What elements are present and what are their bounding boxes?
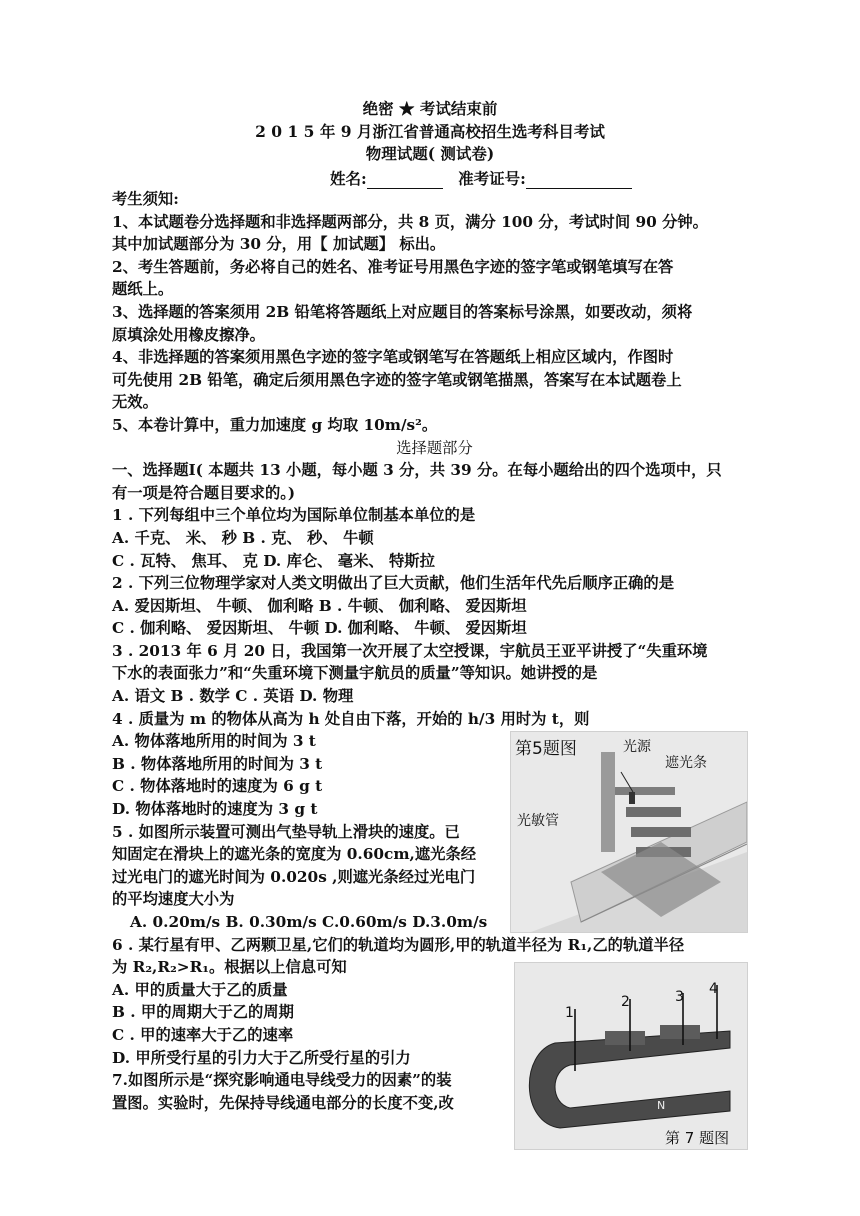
notice-line: 3、选择题的答案须用 2B 铅笔将答题纸上对应题目的答案标号涂黑，如要改动，须将 bbox=[112, 302, 693, 321]
question-3-options: A. 语文 B . 数学 C . 英语 D. 物理 bbox=[112, 687, 354, 706]
shield-strip-label: 遮光条 bbox=[665, 755, 707, 771]
question-7-stem: 7.如图所示是“探究影响通电导线受力的因素”的装 bbox=[112, 1071, 452, 1090]
air-track-illustration bbox=[511, 732, 747, 932]
wire-label-2: 2 bbox=[621, 994, 630, 1010]
question-4-option: C . 物体落地时的速度为 6 g t bbox=[112, 777, 323, 796]
notice-line: 5、本卷计算中，重力加速度 g 均取 10m/s²。 bbox=[112, 415, 438, 434]
figure-7-image bbox=[514, 962, 748, 1150]
exam-title: 2 0 1 5 年 9 月浙江省普通高校招生选考科目考试 bbox=[255, 121, 605, 141]
notice-line: 无效。 bbox=[112, 393, 158, 412]
question-1-options: C . 瓦特、 焦耳、 克 D. 库仑、 毫米、 特斯拉 bbox=[112, 551, 435, 570]
question-2-stem: 2 . 下列三位物理学家对人类文明做出了巨大贡献，他们生活年代先后顺序正确的是 bbox=[112, 574, 675, 593]
question-4-option: B . 物体落地所用的时间为 3 t bbox=[112, 754, 323, 773]
question-6-option: D. 甲所受行星的引力大于乙所受行星的引力 bbox=[112, 1048, 411, 1067]
question-1-options: A. 千克、 米、 秒 B . 克、 秒、 牛顿 bbox=[112, 528, 374, 547]
wire-label-1: 1 bbox=[565, 1005, 574, 1021]
notice-line: 题纸上。 bbox=[112, 280, 174, 299]
question-5-options: A. 0.20m/s B. 0.30m/s C.0.60m/s D.3.0m/s bbox=[130, 913, 488, 931]
figure-5-image bbox=[510, 731, 748, 933]
question-4-option: A. 物体落地所用的时间为 3 t bbox=[112, 732, 316, 751]
question-6-stem: 6 . 某行星有甲、乙两颗卫星,它们的轨道均为圆形,甲的轨道半径为 R₁,乙的轨道半径 bbox=[112, 935, 685, 954]
question-7-stem: 置图。实验时，先保持导线通电部分的长度不变,改 bbox=[112, 1093, 454, 1112]
question-2-options: C . 伽利略、 爱因斯坦、 牛顿 D. 伽利略、 牛顿、 爱因斯坦 bbox=[112, 619, 527, 638]
question-1-stem: 1 . 下列每组中三个单位均为国际单位制基本单位的是 bbox=[112, 506, 476, 525]
exam-id-label: 准考证号: bbox=[458, 169, 526, 188]
section-intro: 一、选择题Ⅰ( 本题共 13 小题，每小题 3 分，共 39 分。在每小题给出的四个选项中，只 bbox=[112, 461, 722, 480]
exam-id-blank bbox=[526, 172, 632, 189]
confidential-line: 绝密 ★ 考试结束前 bbox=[362, 99, 498, 118]
name-label: 姓名: bbox=[330, 169, 367, 188]
exam-header bbox=[0, 98, 860, 166]
notice-line: 4、非选择题的答案须用黑色字迹的签字笔或钢笔写在答题纸上相应区域内，作图时 bbox=[112, 348, 674, 367]
wire-label-4: 4 bbox=[709, 981, 718, 997]
question-5-stem: 的平均速度大小为 bbox=[112, 890, 235, 909]
question-6-option: A. 甲的质量大于乙的质量 bbox=[112, 980, 288, 999]
paper-title: 物理试题( 测试卷) bbox=[365, 144, 495, 163]
question-3-stem: 下水的表面张力”和“失重环境下测量宇航员的质量”等知识。她讲授的是 bbox=[112, 664, 598, 683]
figure-5-title: 第5题图 bbox=[515, 739, 577, 759]
question-6-option: B . 甲的周期大于乙的周期 bbox=[112, 1003, 294, 1022]
question-3-stem: 3 . 2013 年 6 月 20 日，我国第一次开展了太空授课，宇航员王亚平讲授了“失重环境 bbox=[112, 641, 708, 660]
pole-label-n: N bbox=[657, 1099, 666, 1112]
light-source-label: 光源 bbox=[623, 739, 651, 755]
photo-tube-label: 光敏管 bbox=[517, 813, 559, 829]
question-5-stem: 5 . 如图所示装置可测出气垫导轨上滑块的速度。已 bbox=[112, 822, 460, 841]
notice-line: 2、考生答题前，务必将自己的姓名、准考证号用黑色字迹的签字笔或钢笔填写在答 bbox=[112, 257, 674, 276]
figure-7-title: 第 7 题图 bbox=[665, 1129, 730, 1147]
section-intro: 有一项是符合题目要求的。) bbox=[112, 483, 296, 502]
question-5-stem: 知固定在滑块上的遮光条的宽度为 0.60cm,遮光条经 bbox=[112, 845, 477, 864]
question-5-stem: 过光电门的遮光时间为 0.020s ,则遮光条经过光电门 bbox=[112, 867, 476, 886]
wire-label-3: 3 bbox=[675, 989, 684, 1005]
question-4-option: D. 物体落地时的速度为 3 g t bbox=[112, 800, 318, 819]
notice-line: 可先使用 2B 铅笔，确定后须用黑色字迹的签字笔或钢笔描黑，答案写在本试题卷上 bbox=[112, 370, 682, 389]
notice-title: 考生须知: bbox=[112, 190, 179, 208]
question-2-options: A. 爱因斯坦、 牛顿、 伽利略 B . 牛顿、 伽利略、 爱因斯坦 bbox=[112, 596, 527, 615]
question-6-stem: 为 R₂,R₂>R₁。根据以上信息可知 bbox=[112, 958, 347, 977]
name-blank bbox=[367, 172, 443, 189]
section-title: 选择题部分 bbox=[396, 438, 473, 457]
question-6-option: C . 甲的速率大于乙的速率 bbox=[112, 1025, 294, 1044]
notice-line: 1、本试题卷分选择题和非选择题两部分，共 8 页，满分 100 分，考试时间 90 分钟。 bbox=[112, 212, 708, 231]
notice-line: 其中加试题部分为 30 分，用【 加试题】 标出。 bbox=[112, 235, 446, 254]
question-4-stem: 4 . 质量为 m 的物体从高为 h 处自由下落，开始的 h/3 用时为 t，则 bbox=[112, 709, 590, 728]
candidate-fields bbox=[330, 167, 632, 189]
notice-line: 原填涂处用橡皮擦净。 bbox=[112, 325, 265, 344]
